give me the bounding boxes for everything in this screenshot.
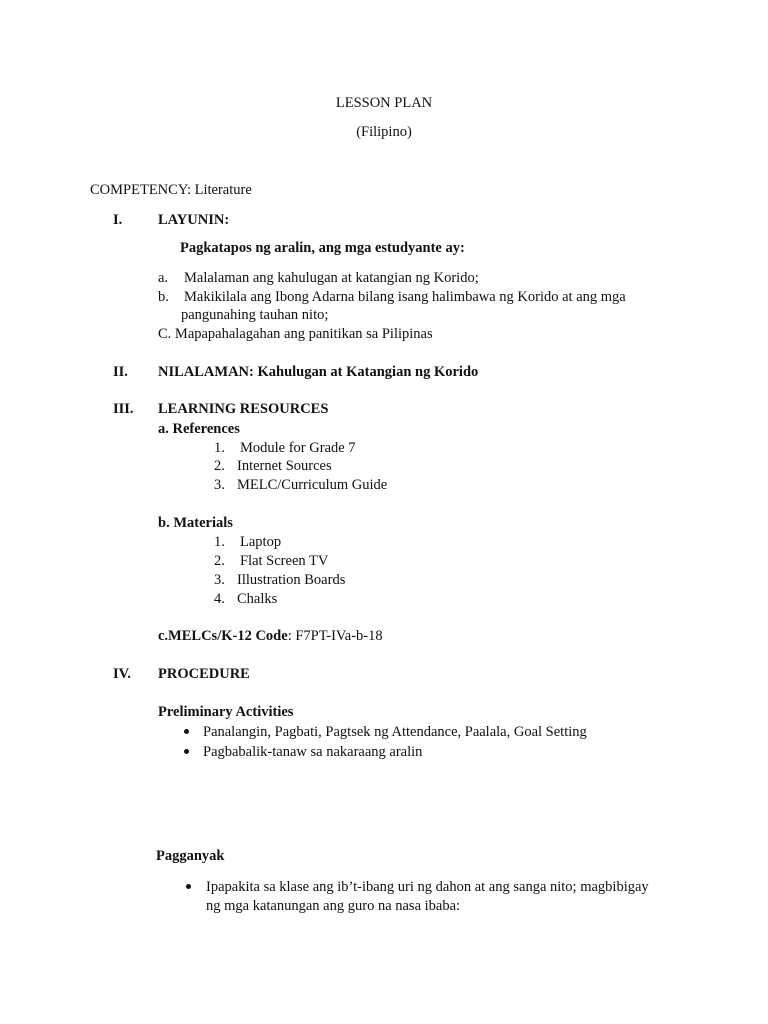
objectives-intro: Pagkatapos ng aralin, ang mga estudyante ay: (180, 240, 465, 256)
material-2-text: Flat Screen TV (240, 553, 329, 569)
bullet-icon (186, 884, 191, 889)
section-2-heading: NILALAMAN: Kahulugan at Katangian ng Korido (158, 364, 479, 380)
reference-2-text: Internet Sources (237, 458, 332, 474)
reference-1-text: Module for Grade 7 (240, 440, 356, 456)
references-label: a. References (158, 421, 240, 437)
preliminary-item-1: Panalangin, Pagbati, Pagtsek ng Attendance, Paalala, Goal Setting (203, 724, 587, 740)
document-subject: (Filipino) (356, 124, 412, 140)
motivation-item-line-2: ng mga katanungan ang guro na nasa ibaba: (206, 898, 461, 914)
material-1-text: Laptop (240, 534, 282, 550)
material-2-num: 2. (214, 553, 225, 569)
section-2-numeral: II. (113, 364, 128, 380)
reference-3-text: MELC/Curriculum Guide (237, 477, 388, 493)
objective-b-text: Makikilala ang Ibong Adarna bilang isang halimbawa ng Korido at ang mga (184, 289, 626, 305)
objective-a-text: Malalaman ang kahulugan at katangian ng Korido; (184, 270, 479, 286)
document-title: LESSON PLAN (335, 95, 433, 111)
objective-a-marker: a. (158, 270, 169, 286)
section-1-numeral: I. (113, 212, 123, 228)
bullet-icon (184, 749, 189, 754)
materials-label: b. Materials (158, 515, 233, 531)
competency-line: COMPETENCY: Literature (90, 182, 252, 198)
material-3-text: Illustration Boards (237, 572, 346, 588)
melc-code-label: c.MELCs/K-12 Code (158, 628, 288, 644)
section-3-heading: LEARNING RESOURCES (158, 401, 329, 417)
material-4-text: Chalks (237, 591, 278, 607)
section-4-numeral: IV. (113, 666, 131, 682)
preliminary-heading: Preliminary Activities (158, 704, 294, 720)
material-4-num: 4. (214, 591, 225, 607)
motivation-heading: Pagganyak (156, 848, 225, 864)
objective-b-continuation: pangunahing tauhan nito; (181, 307, 329, 323)
section-3-numeral: III. (113, 401, 134, 417)
material-1-num: 1. (214, 534, 225, 550)
objective-b-marker: b. (158, 289, 169, 305)
motivation-item-line-1: Ipapakita sa klase ang ib’t-ibang uri ng dahon at ang sanga nito; magbibigay (206, 879, 649, 895)
preliminary-item-2: Pagbabalik-tanaw sa nakaraang aralin (203, 744, 423, 760)
reference-2-num: 2. (214, 458, 225, 474)
reference-3-num: 3. (214, 477, 225, 493)
section-4-heading: PROCEDURE (158, 666, 250, 682)
melc-code-line (158, 627, 383, 645)
melc-code-value: : F7PT-IVa-b-18 (287, 628, 383, 644)
material-3-num: 3. (214, 572, 225, 588)
reference-1-num: 1. (214, 440, 225, 456)
bullet-icon (184, 729, 189, 734)
section-1-heading: LAYUNIN: (158, 212, 230, 228)
objective-c-text: C. Mapapahalagahan ang panitikan sa Pilipinas (158, 326, 433, 342)
